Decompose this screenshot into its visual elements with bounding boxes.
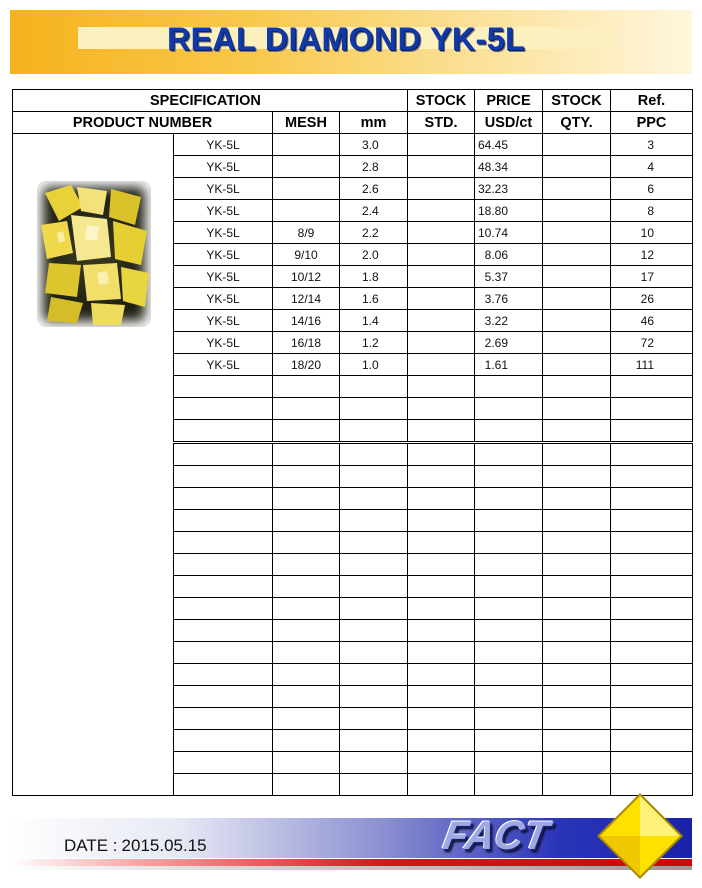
cell-price: 18.80 (475, 200, 543, 222)
date-line (64, 836, 207, 856)
cell-stock-std (408, 642, 475, 664)
cell-mm: 2.0 (340, 244, 408, 266)
cell-price (475, 708, 543, 730)
header-qty-top: STOCK (543, 90, 611, 112)
cell-mesh (273, 156, 340, 178)
cell-stock-std (408, 266, 475, 288)
table-row (13, 134, 693, 156)
header-mesh: MESH (273, 112, 340, 134)
footer-red-stripe (10, 859, 692, 866)
cell-ref-ppc (611, 598, 693, 620)
cell-product (174, 443, 273, 466)
cell-price: 3.76 (475, 288, 543, 310)
cell-stock-std (408, 443, 475, 466)
cell-stock-std (408, 752, 475, 774)
cell-stock-std (408, 730, 475, 752)
cell-product: YK-5L (174, 310, 273, 332)
cell-mm (340, 686, 408, 708)
cell-mesh (273, 576, 340, 598)
cell-mesh (273, 774, 340, 796)
cell-ref-ppc: 10 (611, 222, 693, 244)
cell-product (174, 620, 273, 642)
cell-product (174, 708, 273, 730)
cell-ref-ppc (611, 398, 693, 420)
header-price-top: PRICE (475, 90, 543, 112)
cell-ref-ppc (611, 466, 693, 488)
header-specification: SPECIFICATION (13, 90, 408, 112)
cell-mesh: 18/20 (273, 354, 340, 376)
cell-product (174, 664, 273, 686)
cell-price (475, 488, 543, 510)
header-qty-bottom: QTY. (543, 112, 611, 134)
cell-stock-std (408, 554, 475, 576)
date-label: DATE : (64, 836, 118, 855)
product-image-cell (13, 134, 174, 796)
brand-text: FACT (439, 814, 553, 858)
cell-stock-qty (543, 620, 611, 642)
cell-mesh (273, 664, 340, 686)
cell-mesh (273, 532, 340, 554)
cell-mm (340, 664, 408, 686)
cell-mm (340, 510, 408, 532)
cell-stock-qty (543, 598, 611, 620)
date-value: 2015.05.15 (121, 836, 207, 855)
cell-product (174, 730, 273, 752)
cell-price (475, 686, 543, 708)
header-ref-bottom: PPC (611, 112, 693, 134)
cell-stock-std (408, 288, 475, 310)
header-mm: mm (340, 112, 408, 134)
cell-ref-ppc (611, 752, 693, 774)
cell-mm: 3.0 (340, 134, 408, 156)
cell-mesh (273, 752, 340, 774)
cell-price: 48.34 (475, 156, 543, 178)
cell-stock-std (408, 134, 475, 156)
cell-stock-qty (543, 354, 611, 376)
cell-stock-qty (543, 156, 611, 178)
diamond-crystals-photo (37, 181, 151, 327)
cell-mesh (273, 398, 340, 420)
cell-ref-ppc: 12 (611, 244, 693, 266)
cell-stock-qty (543, 200, 611, 222)
cell-ref-ppc (611, 510, 693, 532)
cell-stock-qty (543, 488, 611, 510)
cell-mesh (273, 730, 340, 752)
cell-product: YK-5L (174, 266, 273, 288)
cell-price (475, 664, 543, 686)
cell-stock-std (408, 200, 475, 222)
cell-stock-qty (543, 310, 611, 332)
cell-price: 64.45 (475, 134, 543, 156)
cell-price (475, 752, 543, 774)
cell-mesh: 10/12 (273, 266, 340, 288)
cell-product: YK-5L (174, 354, 273, 376)
cell-stock-qty (543, 332, 611, 354)
cell-stock-qty (543, 443, 611, 466)
cell-price (475, 376, 543, 398)
cell-mm (340, 576, 408, 598)
header-price-bottom: USD/ct (475, 112, 543, 134)
cell-mm (340, 398, 408, 420)
cell-price: 10.74 (475, 222, 543, 244)
cell-product (174, 774, 273, 796)
cell-mm: 2.4 (340, 200, 408, 222)
cell-mm (340, 774, 408, 796)
cell-mm (340, 488, 408, 510)
cell-product (174, 576, 273, 598)
cell-mesh (273, 376, 340, 398)
cell-ref-ppc (611, 730, 693, 752)
diamond-logo-icon (594, 790, 686, 882)
cell-mesh (273, 443, 340, 466)
cell-ref-ppc (611, 420, 693, 443)
cell-mm: 1.8 (340, 266, 408, 288)
cell-mm (340, 730, 408, 752)
cell-stock-std (408, 354, 475, 376)
cell-mm (340, 598, 408, 620)
fact-logo (439, 814, 553, 858)
cell-mm (340, 752, 408, 774)
cell-product: YK-5L (174, 288, 273, 310)
cell-stock-std (408, 420, 475, 443)
cell-mesh (273, 200, 340, 222)
cell-mm: 2.8 (340, 156, 408, 178)
cell-price (475, 466, 543, 488)
cell-price: 1.61 (475, 354, 543, 376)
cell-ref-ppc (611, 554, 693, 576)
table-body (13, 134, 693, 796)
cell-mesh (273, 554, 340, 576)
cell-stock-std (408, 532, 475, 554)
cell-stock-std (408, 620, 475, 642)
cell-ref-ppc: 17 (611, 266, 693, 288)
cell-mm: 1.2 (340, 332, 408, 354)
cell-mesh (273, 134, 340, 156)
table-header (13, 90, 693, 134)
cell-stock-qty (543, 178, 611, 200)
cell-ref-ppc (611, 664, 693, 686)
cell-product (174, 554, 273, 576)
cell-stock-qty (543, 266, 611, 288)
cell-ref-ppc (611, 708, 693, 730)
cell-product (174, 598, 273, 620)
cell-stock-qty (543, 510, 611, 532)
cell-price (475, 532, 543, 554)
cell-product: YK-5L (174, 134, 273, 156)
cell-ref-ppc: 72 (611, 332, 693, 354)
cell-price (475, 620, 543, 642)
cell-price (475, 443, 543, 466)
cell-mesh: 12/14 (273, 288, 340, 310)
cell-ref-ppc: 4 (611, 156, 693, 178)
cell-stock-std (408, 398, 475, 420)
cell-product: YK-5L (174, 200, 273, 222)
cell-mesh (273, 686, 340, 708)
cell-stock-std (408, 156, 475, 178)
header-stock-bottom: STD. (408, 112, 475, 134)
cell-stock-std (408, 222, 475, 244)
cell-product (174, 642, 273, 664)
header-product-number: PRODUCT NUMBER (13, 112, 273, 134)
cell-product (174, 532, 273, 554)
cell-mesh (273, 620, 340, 642)
cell-stock-qty (543, 244, 611, 266)
cell-product (174, 510, 273, 532)
cell-price (475, 554, 543, 576)
cell-stock-std (408, 244, 475, 266)
cell-mesh: 16/18 (273, 332, 340, 354)
cell-ref-ppc (611, 532, 693, 554)
cell-mm (340, 620, 408, 642)
cell-price (475, 420, 543, 443)
cell-mesh: 14/16 (273, 310, 340, 332)
cell-stock-qty (543, 576, 611, 598)
cell-stock-std (408, 510, 475, 532)
cell-mm (340, 532, 408, 554)
cell-mm (340, 376, 408, 398)
cell-mm: 1.4 (340, 310, 408, 332)
cell-product: YK-5L (174, 156, 273, 178)
cell-price (475, 598, 543, 620)
cell-mesh (273, 598, 340, 620)
cell-stock-qty (543, 376, 611, 398)
cell-mm (340, 443, 408, 466)
cell-stock-qty (543, 398, 611, 420)
cell-stock-qty (543, 642, 611, 664)
cell-ref-ppc: 26 (611, 288, 693, 310)
cell-stock-qty (543, 134, 611, 156)
cell-ref-ppc (611, 620, 693, 642)
cell-stock-std (408, 664, 475, 686)
cell-price: 32.23 (475, 178, 543, 200)
footer-gray-stripe (10, 866, 692, 870)
cell-price: 3.22 (475, 310, 543, 332)
cell-ref-ppc (611, 488, 693, 510)
cell-stock-qty (543, 708, 611, 730)
cell-stock-std (408, 774, 475, 796)
cell-stock-qty (543, 686, 611, 708)
cell-stock-qty (543, 730, 611, 752)
cell-stock-std (408, 310, 475, 332)
cell-mm: 2.2 (340, 222, 408, 244)
header-ref-top: Ref. (611, 90, 693, 112)
cell-ref-ppc (611, 642, 693, 664)
cell-stock-std (408, 576, 475, 598)
cell-ref-ppc: 46 (611, 310, 693, 332)
cell-product: YK-5L (174, 244, 273, 266)
cell-price: 8.06 (475, 244, 543, 266)
cell-stock-std (408, 598, 475, 620)
cell-stock-std (408, 178, 475, 200)
cell-mesh (273, 178, 340, 200)
cell-product (174, 376, 273, 398)
cell-product: YK-5L (174, 332, 273, 354)
cell-stock-qty (543, 222, 611, 244)
cell-stock-std (408, 686, 475, 708)
cell-price (475, 730, 543, 752)
cell-product (174, 752, 273, 774)
page-title: REAL DIAMOND YK-5L (166, 21, 526, 57)
cell-stock-qty (543, 664, 611, 686)
cell-mm (340, 708, 408, 730)
cell-mesh (273, 642, 340, 664)
cell-mesh (273, 708, 340, 730)
cell-ref-ppc: 3 (611, 134, 693, 156)
cell-stock-qty (543, 288, 611, 310)
cell-stock-qty (543, 420, 611, 443)
cell-stock-std (408, 466, 475, 488)
cell-stock-qty (543, 532, 611, 554)
cell-price: 5.37 (475, 266, 543, 288)
cell-product (174, 466, 273, 488)
cell-stock-qty (543, 752, 611, 774)
cell-stock-std (408, 488, 475, 510)
cell-price (475, 642, 543, 664)
cell-mesh (273, 510, 340, 532)
cell-ref-ppc: 6 (611, 178, 693, 200)
cell-mesh (273, 420, 340, 443)
spec-table (12, 89, 693, 796)
cell-mm: 2.6 (340, 178, 408, 200)
cell-price (475, 576, 543, 598)
cell-mesh (273, 488, 340, 510)
header-stock-top: STOCK (408, 90, 475, 112)
cell-stock-std (408, 332, 475, 354)
cell-stock-std (408, 376, 475, 398)
cell-mm (340, 642, 408, 664)
cell-mm: 1.0 (340, 354, 408, 376)
cell-product: YK-5L (174, 178, 273, 200)
cell-ref-ppc (611, 443, 693, 466)
cell-ref-ppc (611, 686, 693, 708)
cell-mesh (273, 466, 340, 488)
cell-product (174, 398, 273, 420)
cell-price (475, 510, 543, 532)
cell-mesh: 9/10 (273, 244, 340, 266)
cell-mesh: 8/9 (273, 222, 340, 244)
cell-ref-ppc: 111 (611, 354, 693, 376)
cell-product (174, 420, 273, 443)
cell-ref-ppc (611, 376, 693, 398)
cell-product: YK-5L (174, 222, 273, 244)
cell-price (475, 398, 543, 420)
cell-price (475, 774, 543, 796)
cell-mm (340, 554, 408, 576)
cell-price: 2.69 (475, 332, 543, 354)
cell-ref-ppc (611, 576, 693, 598)
cell-product (174, 488, 273, 510)
cell-stock-qty (543, 554, 611, 576)
cell-stock-std (408, 708, 475, 730)
cell-mm (340, 466, 408, 488)
cell-ref-ppc: 8 (611, 200, 693, 222)
cell-mm (340, 420, 408, 443)
cell-mm: 1.6 (340, 288, 408, 310)
cell-product (174, 686, 273, 708)
cell-stock-qty (543, 466, 611, 488)
